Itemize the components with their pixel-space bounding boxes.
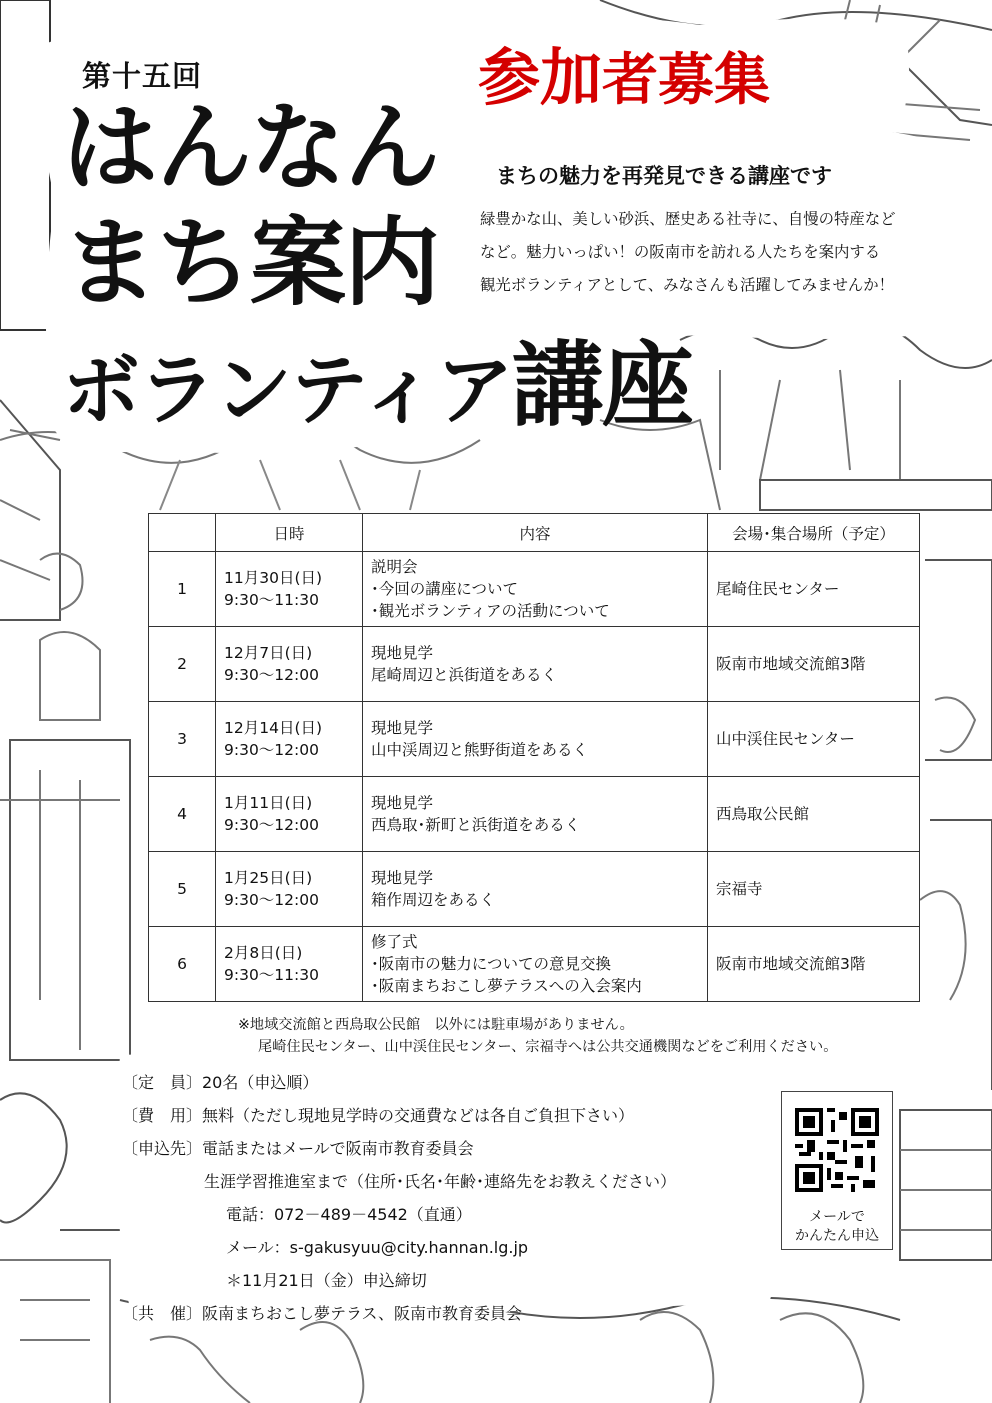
session-time: 9:30～11:30 — [224, 966, 319, 984]
session-content — [363, 552, 708, 627]
fee-text: 〔費 用〕無料（ただし現地見学時の交通費などは各自ご負担下さい） — [122, 1106, 635, 1125]
schedule-row — [149, 627, 920, 702]
session-number: 3 — [149, 702, 216, 777]
session-content-line: 現地見学 — [371, 869, 434, 887]
application-info — [122, 1066, 676, 1330]
session-date: 12月7日(日) — [224, 644, 313, 662]
session-date: 1月11日(日) — [224, 794, 313, 812]
header-no — [149, 514, 216, 552]
session-content-line: ･阪南まちおこし夢テラスへの入会案内 — [371, 977, 642, 995]
session-content-line: 現地見学 — [371, 794, 434, 812]
edition-label: 第十五回 — [82, 59, 203, 93]
email-text: メール：s-gakusyuu@city.hannan.lg.jp — [226, 1238, 529, 1257]
schedule-header-row — [149, 514, 920, 552]
recruit-heading-part1: 参加 — [478, 41, 603, 114]
schedule-row — [149, 927, 920, 1002]
apply-text: 〔申込先〕電話またはメールで阪南市教育委員会 — [122, 1139, 474, 1158]
session-content — [363, 702, 708, 777]
intro-lead: まちの魅力を再発見できる講座です — [496, 163, 832, 188]
capacity-text: 〔定 員〕20名（申込順） — [122, 1073, 319, 1092]
session-datetime — [216, 702, 363, 777]
session-content — [363, 852, 708, 927]
session-content — [363, 927, 708, 1002]
title-line-3-kana: ボランティア — [62, 346, 512, 436]
header-datetime: 日時 — [216, 514, 363, 552]
session-content-line: 説明会 — [371, 558, 418, 576]
session-venue: 山中渓住民センター — [708, 702, 920, 777]
intro-text — [480, 203, 958, 302]
session-content-line: ･今回の講座について — [371, 580, 518, 598]
session-number: 4 — [149, 777, 216, 852]
intro-line: 観光ボランティアとして、みなさんも活躍してみませんか！ — [480, 276, 895, 294]
title-line-3 — [62, 332, 692, 439]
schedule-table — [148, 513, 920, 1002]
session-time: 9:30～12:00 — [224, 816, 319, 834]
qr-caption-line-1: メールで — [809, 1209, 865, 1225]
session-datetime — [216, 852, 363, 927]
session-venue: 阪南市地域交流館3階 — [708, 627, 920, 702]
organizer-text: 〔共 催〕阪南まちおこし夢テラス、阪南市教育委員会 — [122, 1304, 523, 1323]
session-content-line: 現地見学 — [371, 719, 434, 737]
session-date: 12月14日(日) — [224, 719, 323, 737]
schedule-row — [149, 702, 920, 777]
session-number: 2 — [149, 627, 216, 702]
apply-detail-text: 生涯学習推進室まで（住所･氏名･年齢･連絡先をお教えください） — [204, 1172, 677, 1191]
recruit-heading — [478, 28, 770, 117]
title-line-1: はんなん — [62, 92, 438, 204]
schedule-row — [149, 852, 920, 927]
session-time: 9:30～12:00 — [224, 741, 319, 759]
schedule-row — [149, 552, 920, 627]
session-date: 1月25日(日) — [224, 869, 313, 887]
session-venue: 阪南市地域交流館3階 — [708, 927, 920, 1002]
header-content: 内容 — [363, 514, 708, 552]
session-content-line: ･観光ボランティアの活動について — [371, 602, 610, 620]
session-datetime — [216, 777, 363, 852]
session-content-line: 現地見学 — [371, 644, 434, 662]
session-date: 2月8日(日) — [224, 944, 303, 962]
session-venue: 宗福寺 — [708, 852, 920, 927]
schedule-row — [149, 777, 920, 852]
session-date: 11月30日(日) — [224, 569, 323, 587]
qr-code-icon[interactable] — [795, 1108, 879, 1192]
session-datetime — [216, 927, 363, 1002]
session-time: 9:30～12:00 — [224, 666, 319, 684]
session-content-line: 箱作周辺をあるく — [371, 891, 496, 909]
title-line-3-kanji: 講座 — [511, 332, 692, 439]
session-venue: 西鳥取公民館 — [708, 777, 920, 852]
session-datetime — [216, 552, 363, 627]
header-venue: 会場･集合場所（予定） — [708, 514, 920, 552]
deadline-text: ＊11月21日（金）申込締切 — [226, 1271, 427, 1290]
qr-caption — [781, 1208, 893, 1246]
session-number: 1 — [149, 552, 216, 627]
qr-caption-line-2: かんたん申込 — [795, 1228, 879, 1244]
phone-text: 電話：072－489－4542（直通） — [226, 1205, 472, 1224]
session-venue: 尾崎住民センター — [708, 552, 920, 627]
intro-line: 緑豊かな山、美しい砂浜、歴史ある社寺に、自慢の特産など — [480, 210, 896, 228]
session-time: 9:30～12:00 — [224, 891, 319, 909]
session-content — [363, 627, 708, 702]
session-time: 9:30～11:30 — [224, 591, 319, 609]
session-content-line: 尾崎周辺と浜街道をあるく — [371, 666, 558, 684]
session-number: 5 — [149, 852, 216, 927]
session-content-line: 修了式 — [371, 933, 418, 951]
parking-note — [238, 1014, 837, 1058]
title-line-2: まち案内 — [62, 207, 438, 319]
session-content-line: 西鳥取･新町と浜街道をあるく — [371, 816, 581, 834]
session-content — [363, 777, 708, 852]
session-number: 6 — [149, 927, 216, 1002]
note-line-1: ※地域交流館と西鳥取公民館 以外には駐車場がありません。 — [238, 1017, 634, 1033]
session-content-line: ･阪南市の魅力についての意見交換 — [371, 955, 611, 973]
recruit-heading-part2: 者募集 — [602, 47, 771, 113]
intro-line: など。魅力いっぱい！の阪南市を訪れる人たちを案内する — [480, 243, 881, 261]
session-datetime — [216, 627, 363, 702]
note-line-2: 尾崎住民センター、山中渓住民センター、宗福寺へは公共交通機関などをご利用ください。 — [258, 1039, 838, 1055]
session-content-line: 山中渓周辺と熊野街道をあるく — [371, 741, 589, 759]
